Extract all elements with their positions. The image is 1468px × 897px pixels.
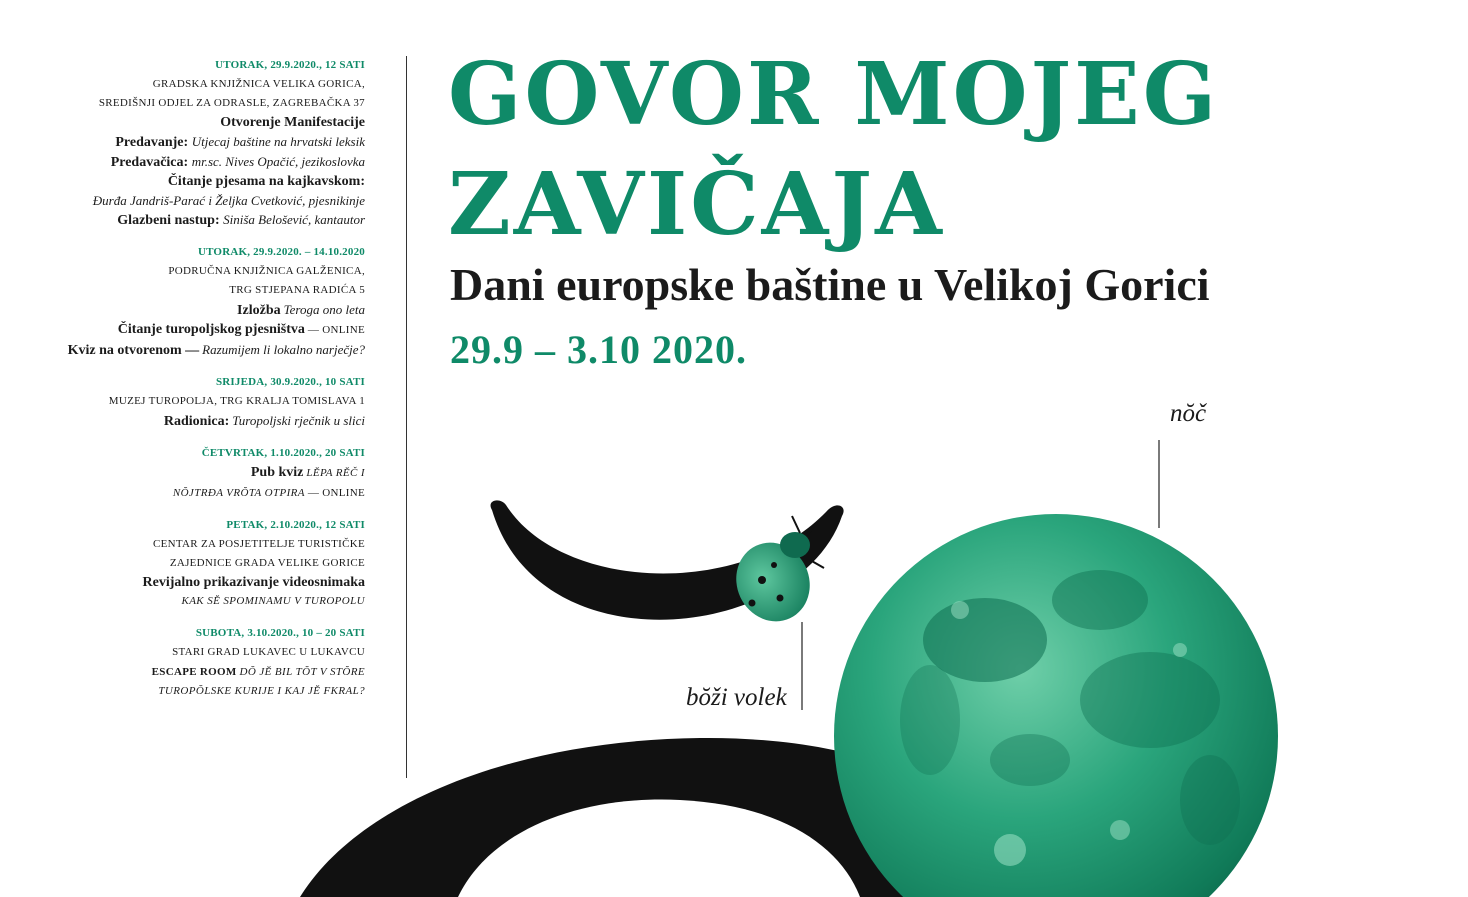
event-lecturer: Predavačica: mr.sc. Nives Opačić, jezikoslovka — [110, 154, 365, 170]
quiz-title: Razumijem li lokalno narječje? — [202, 342, 365, 357]
event-lecture: Predavanje: Utjecaj baštine na hrvatski leksik — [115, 134, 365, 150]
exhibit-title: Teroga ono leta — [283, 302, 365, 317]
poster-dates: 29.9 – 3.10 2020. — [450, 327, 747, 372]
event-opening: Otvorenje Manifestacije — [220, 115, 365, 130]
poster-title-line1: GOVOR MOJEG — [448, 44, 1220, 145]
event-reading: Čitanje pjesama na kajkavskom: — [167, 174, 365, 189]
event-date: SUBOTA, 3.10.2020., 10 – 20 SATI — [195, 627, 365, 639]
event-date: ČETVRTAK, 1.10.2020., 20 SATI — [201, 447, 365, 459]
event-venue: PODRUČNA KNJIŽNICA GALŽENICA, — [168, 265, 365, 277]
reading-label: Čitanje turopoljskog pjesništva — [117, 322, 305, 337]
caption-noc: nŏč — [1170, 400, 1207, 427]
lecturer-name: mr.sc. Nives Opačić, jezikoslovka — [191, 154, 365, 169]
escape-room-label: ESCAPE ROOM — [151, 666, 237, 678]
event-venue-address: SREDIŠNJI ODJEL ZA ODRASLE, ZAGREBAČKA 37 — [98, 97, 365, 109]
event-readers: Đurđa Jandriš-Parać i Željka Cvetković, pjesnikinje — [92, 193, 365, 208]
event-venue: MUZEJ TUROPOLJA, TRG KRALJA TOMISLAVA 1 — [108, 395, 365, 407]
event-date: UTORAK, 29.9.2020. – 14.10.2020 — [197, 246, 365, 258]
event-venue: CENTAR ZA POSJETITELJE TURISTIČKE — [152, 538, 365, 550]
pub-quiz-title-cont: NŎJTRĐA VRŎTA OTPIRA — [172, 487, 305, 499]
event-venue: STARI GRAD LUKAVEC U LUKAVCU — [172, 646, 365, 658]
event-date: PETAK, 2.10.2020., 12 SATI — [226, 519, 365, 531]
quiz-label: Kviz na otvorenom — — [67, 343, 200, 358]
reading-online-note: — ONLINE — [307, 324, 365, 336]
poster-subtitle: Dani europske baštine u Velikoj Gorici — [450, 259, 1210, 310]
ladybug-illustration — [723, 516, 824, 633]
music-performer: Siniša Belošević, kantautor — [223, 212, 365, 227]
event-date: SRIJEDA, 30.9.2020., 10 SATI — [215, 376, 365, 388]
event-music: Glazbeni nastup: Siniša Belošević, kantautor — [117, 212, 365, 228]
workshop-title: Turopoljski rječnik u slici — [232, 413, 365, 428]
music-label: Glazbeni nastup — [117, 213, 215, 228]
pub-quiz-online-note: — ONLINE — [307, 487, 365, 499]
exhibit-label: Izložba — [237, 303, 281, 318]
lecture-title: Utjecaj baštine na hrvatski leksik — [191, 134, 365, 149]
poster-title-line2: ZAVIČAJA — [448, 154, 945, 255]
event-venue: GRADSKA KNJIŽNICA VELIKA GORICA, — [152, 78, 365, 90]
event-date: UTORAK, 29.9.2020., 12 SATI — [215, 59, 365, 71]
workshop-label: Radionica: — [163, 414, 230, 429]
escape-room-title-cont: TUROPŎLSKE KURIJE I KAJ JĔ FKRAL? — [158, 685, 365, 697]
lecturer-label: Predavačica — [110, 155, 184, 170]
screening-title: KAK SĔ SPOMINAMU V TUROPOLU — [181, 595, 365, 607]
event-screening: Revijalno prikazivanje videosnimaka — [142, 575, 365, 590]
escape-room-title: DŎ JĔ BIL TŎT V STŎRE — [239, 666, 365, 678]
event-venue-address: TRG STJEPANA RADIĆA 5 — [229, 284, 365, 296]
moon-illustration — [834, 514, 1278, 897]
event-venue-address: ZAJEDNICE GRADA VELIKE GORICE — [169, 557, 365, 569]
caption-bozi-volek: bŏži volek — [686, 684, 787, 711]
pub-quiz-title: LĔPA RĔČ I — [306, 467, 365, 479]
pub-quiz-label: Pub kviz — [250, 465, 304, 480]
lecture-label: Predavanje — [115, 135, 184, 150]
